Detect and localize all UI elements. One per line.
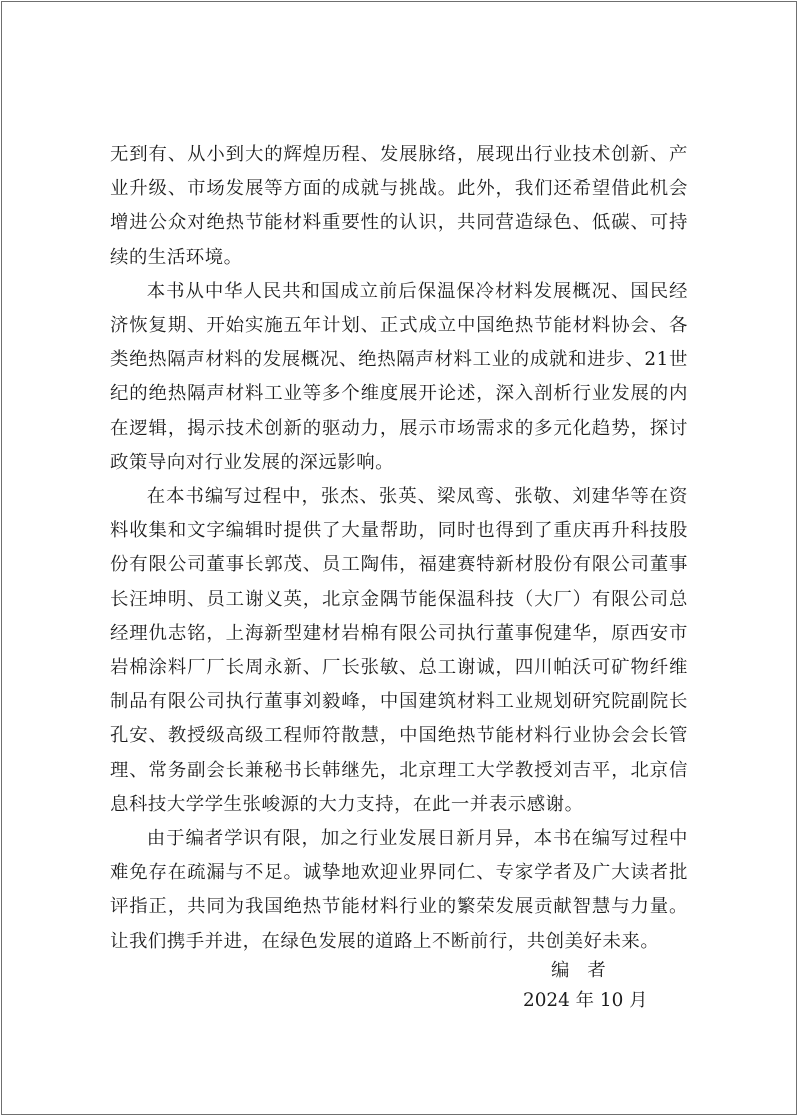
paragraph-acknowledgements: 在本书编写过程中，张杰、张英、梁凤鸾、张敬、刘建华等在资料收集和文字编辑时提供了大量帮助，同时也得到了重庆再升科技股份有限公司董事长郭茂、员工陶伟，福建赛特新材股份有限公司董事长汪坤明、员工谢义英，北京金隅节能保温科技（大厂）有限公司总经理仇志铭，上海新型建材岩棉有限公司执行董事倪建华，原西安市岩棉涂料厂厂长周永新、厂长张敏、总工谢诚，四川帕沃可矿物纤维制品有限公司执行董事刘毅峰，中国建筑材料工业规划研究院副院长孔安、教授级高级工程师符散慧，中国绝热节能材料行业协会会长管理、常务副会长兼秘书长韩继先，北京理工大学教授刘吉平，北京信息科技大学学生张峻源的大力支持，在此一并表示感谢。 [110,486,688,815]
paragraph-closing: 由于编者学识有限，加之行业发展日新月异，本书在编写过程中难免存在疏漏与不足。诚挚地欢迎业界同仁、专家学者及广大读者批评指正，共同为我国绝热节能材料行业的繁荣发展贡献智慧与力量。让我们携手并进，在绿色发展的道路上不断前行，共创美好未来。 [110,828,688,952]
paragraph-scope: 本书从中华人民共和国成立前后保温保冷材料发展概况、国民经济恢复期、开始实施五年计划、正式成立中国绝热节能材料协会、各类绝热隔声材料的发展概况、绝热隔声材料工业的成就和进步、21世纪的绝热隔声材料工业等多个维度展开论述，深入剖析行业发展的内在逻辑，揭示技术创新的驱动力，展示市场需求的多元化趋势，探讨政策导向对行业发展的深远影响。 [110,280,688,473]
preface-body [110,138,688,959]
signoff-author: 编者 [551,960,624,981]
paragraph-continued: 无到有、从小到大的辉煌历程、发展脉络，展现出行业技术创新、产业升级、市场发展等方面的成就与挑战。此外，我们还希望借此机会增进公众对绝热节能材料重要性的认识，共同营造绿色、低碳、可持续的生活环境。 [110,144,688,268]
signoff-date: 2024 年 10 月 [523,990,648,1011]
